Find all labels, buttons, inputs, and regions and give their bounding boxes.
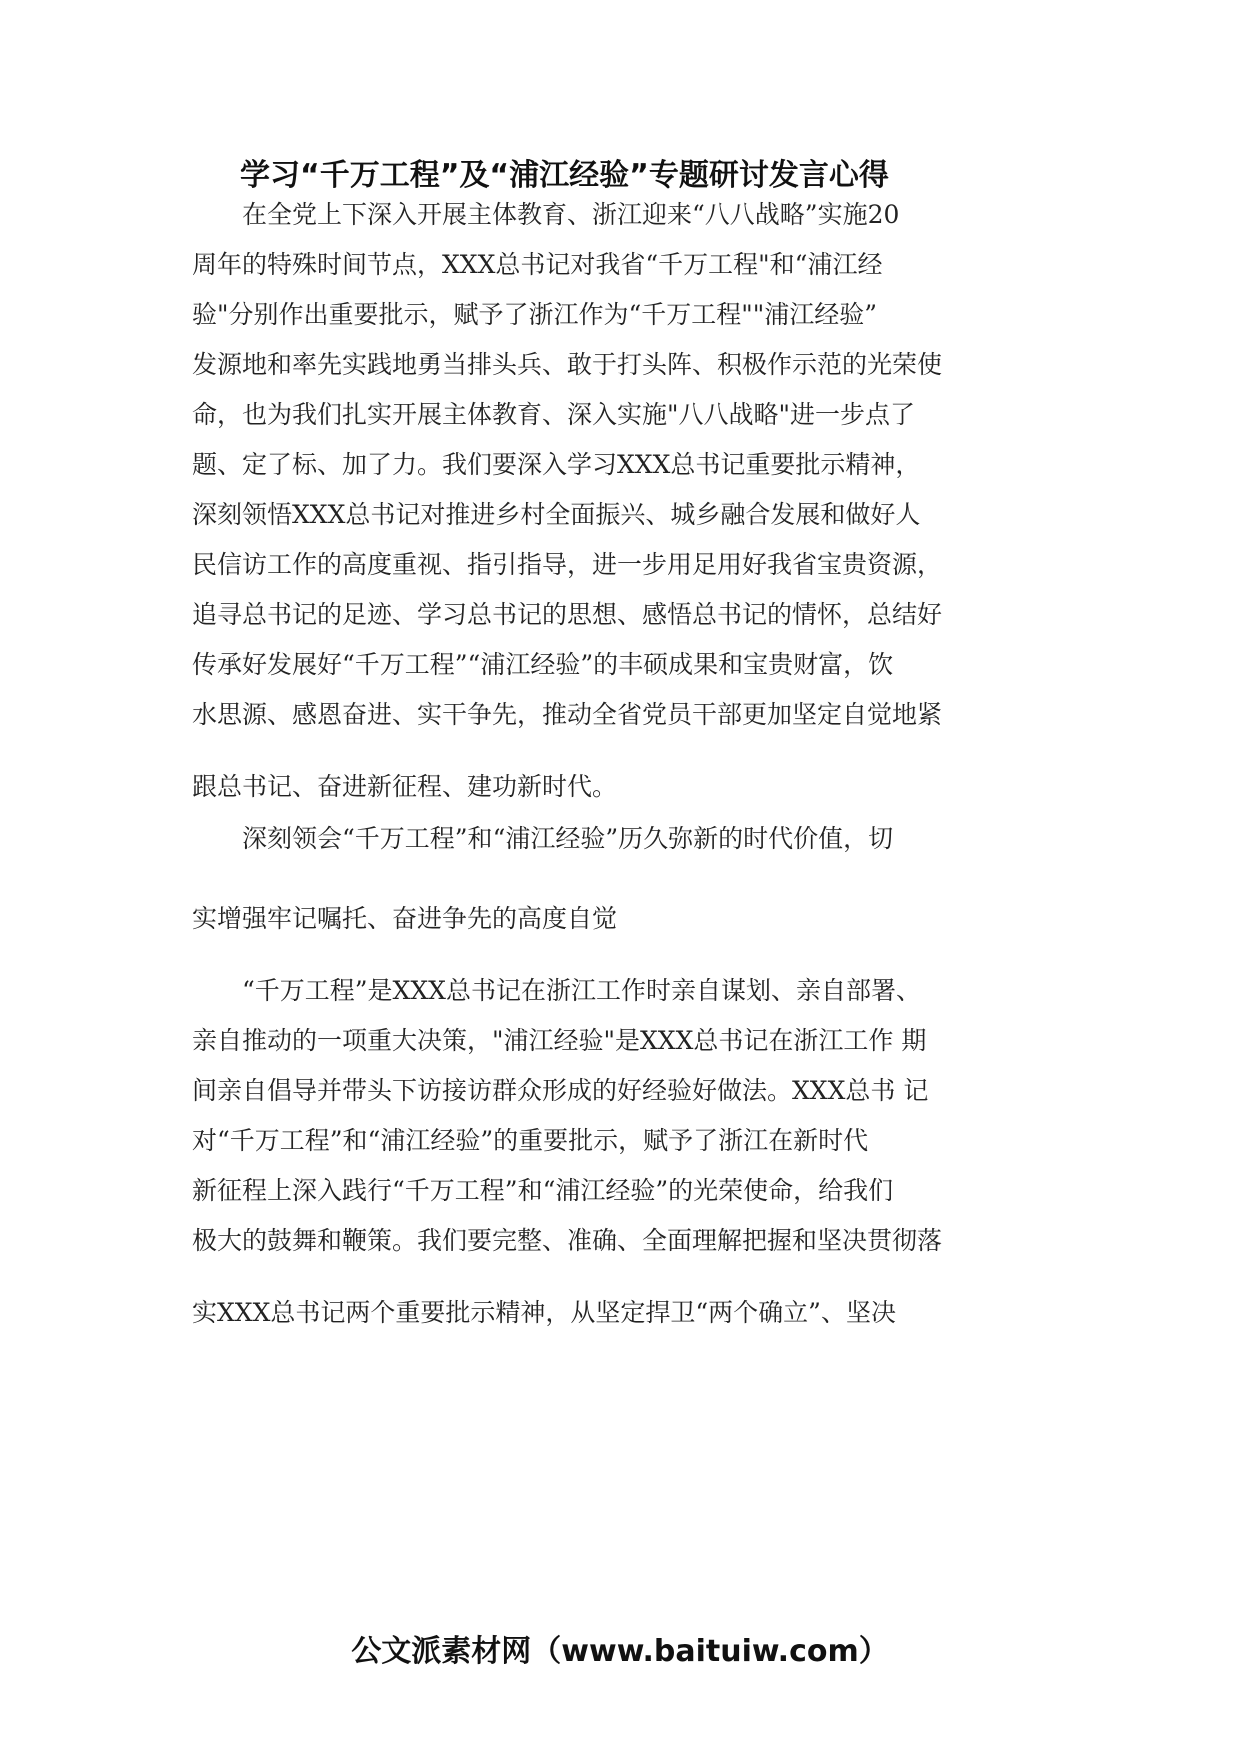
paragraph-line: “千万工程”是XXX总书记在浙江工作时亲自谋划、亲自部署、 xyxy=(192,976,921,1005)
paragraph-line: 验"分别作出重要批示，赋予了浙江作为“千万工程""浦江经验” xyxy=(192,300,878,329)
document-title: 学习“千万工程”及“浦江经验”专题研讨发言心得 xyxy=(240,158,889,193)
paragraph-line: 跟总书记、奋进新征程、建功新时代。 xyxy=(192,772,618,801)
paragraph-line: 周年的特殊时间节点，XXX总书记对我省“千万工程"和“浦江经 xyxy=(192,250,883,279)
paragraph-line: 间亲自倡导并带头下访接访群众形成的好经验好做法。XXX总书 记 xyxy=(192,1076,929,1105)
paragraph-3 xyxy=(192,966,1072,1338)
paragraph-line: 传承好发展好“千万工程”“浦江经验”的丰硕成果和宝贵财富，饮 xyxy=(192,650,894,679)
paragraph-2-heading xyxy=(192,814,1072,944)
paragraph-line: 追寻总书记的足迹、学习总书记的思想、感悟总书记的情怀，总结好 xyxy=(192,600,943,629)
paragraph-line: 对“千万工程”和“浦江经验”的重要批示，赋予了浙江在新时代 xyxy=(192,1126,869,1155)
paragraph-line: 深刻领会“千万工程”和“浦江经验”历久弥新的时代价值，切 xyxy=(192,824,894,853)
paragraph-line: 亲自推动的一项重大决策，"浦江经验"是XXX总书记在浙江工作 期 xyxy=(192,1026,927,1055)
paragraph-line: 极大的鼓舞和鞭策。我们要完整、准确、全面理解把握和坚决贯彻落 xyxy=(192,1226,943,1255)
paragraph-line: 发源地和率先实践地勇当排头兵、敢于打头阵、积极作示范的光荣使 xyxy=(192,350,943,379)
paragraph-line: 在全党上下深入开展主体教育、浙江迎来“八八战略”实施20 xyxy=(192,200,900,229)
paragraph-line: 命，也为我们扎实开展主体教育、深入实施"八八战略"进一步点了 xyxy=(192,400,916,429)
paragraph-line: 实XXX总书记两个重要批示精神，从坚定捍卫“两个确立”、坚决 xyxy=(192,1298,896,1327)
paragraph-1 xyxy=(192,190,1072,812)
paragraph-line: 实增强牢记嘱托、奋进争先的高度自觉 xyxy=(192,904,618,933)
paragraph-line: 民信访工作的高度重视、指引指导，进一步用足用好我省宝贵资源， xyxy=(192,550,943,579)
footer-watermark: 公文派素材网（www.baituiw.com） xyxy=(351,1634,889,1669)
paragraph-line: 题、定了标、加了力。我们要深入学习XXX总书记重要批示精神， xyxy=(192,450,921,479)
paragraph-line: 新征程上深入践行“千万工程”和“浦江经验”的光荣使命，给我们 xyxy=(192,1176,894,1205)
paragraph-line: 水思源、感恩奋进、实干争先，推动全省党员干部更加坚定自觉地紧 xyxy=(192,700,943,729)
paragraph-line: 深刻领悟XXX总书记对推进乡村全面振兴、城乡融合发展和做好人 xyxy=(192,500,921,529)
